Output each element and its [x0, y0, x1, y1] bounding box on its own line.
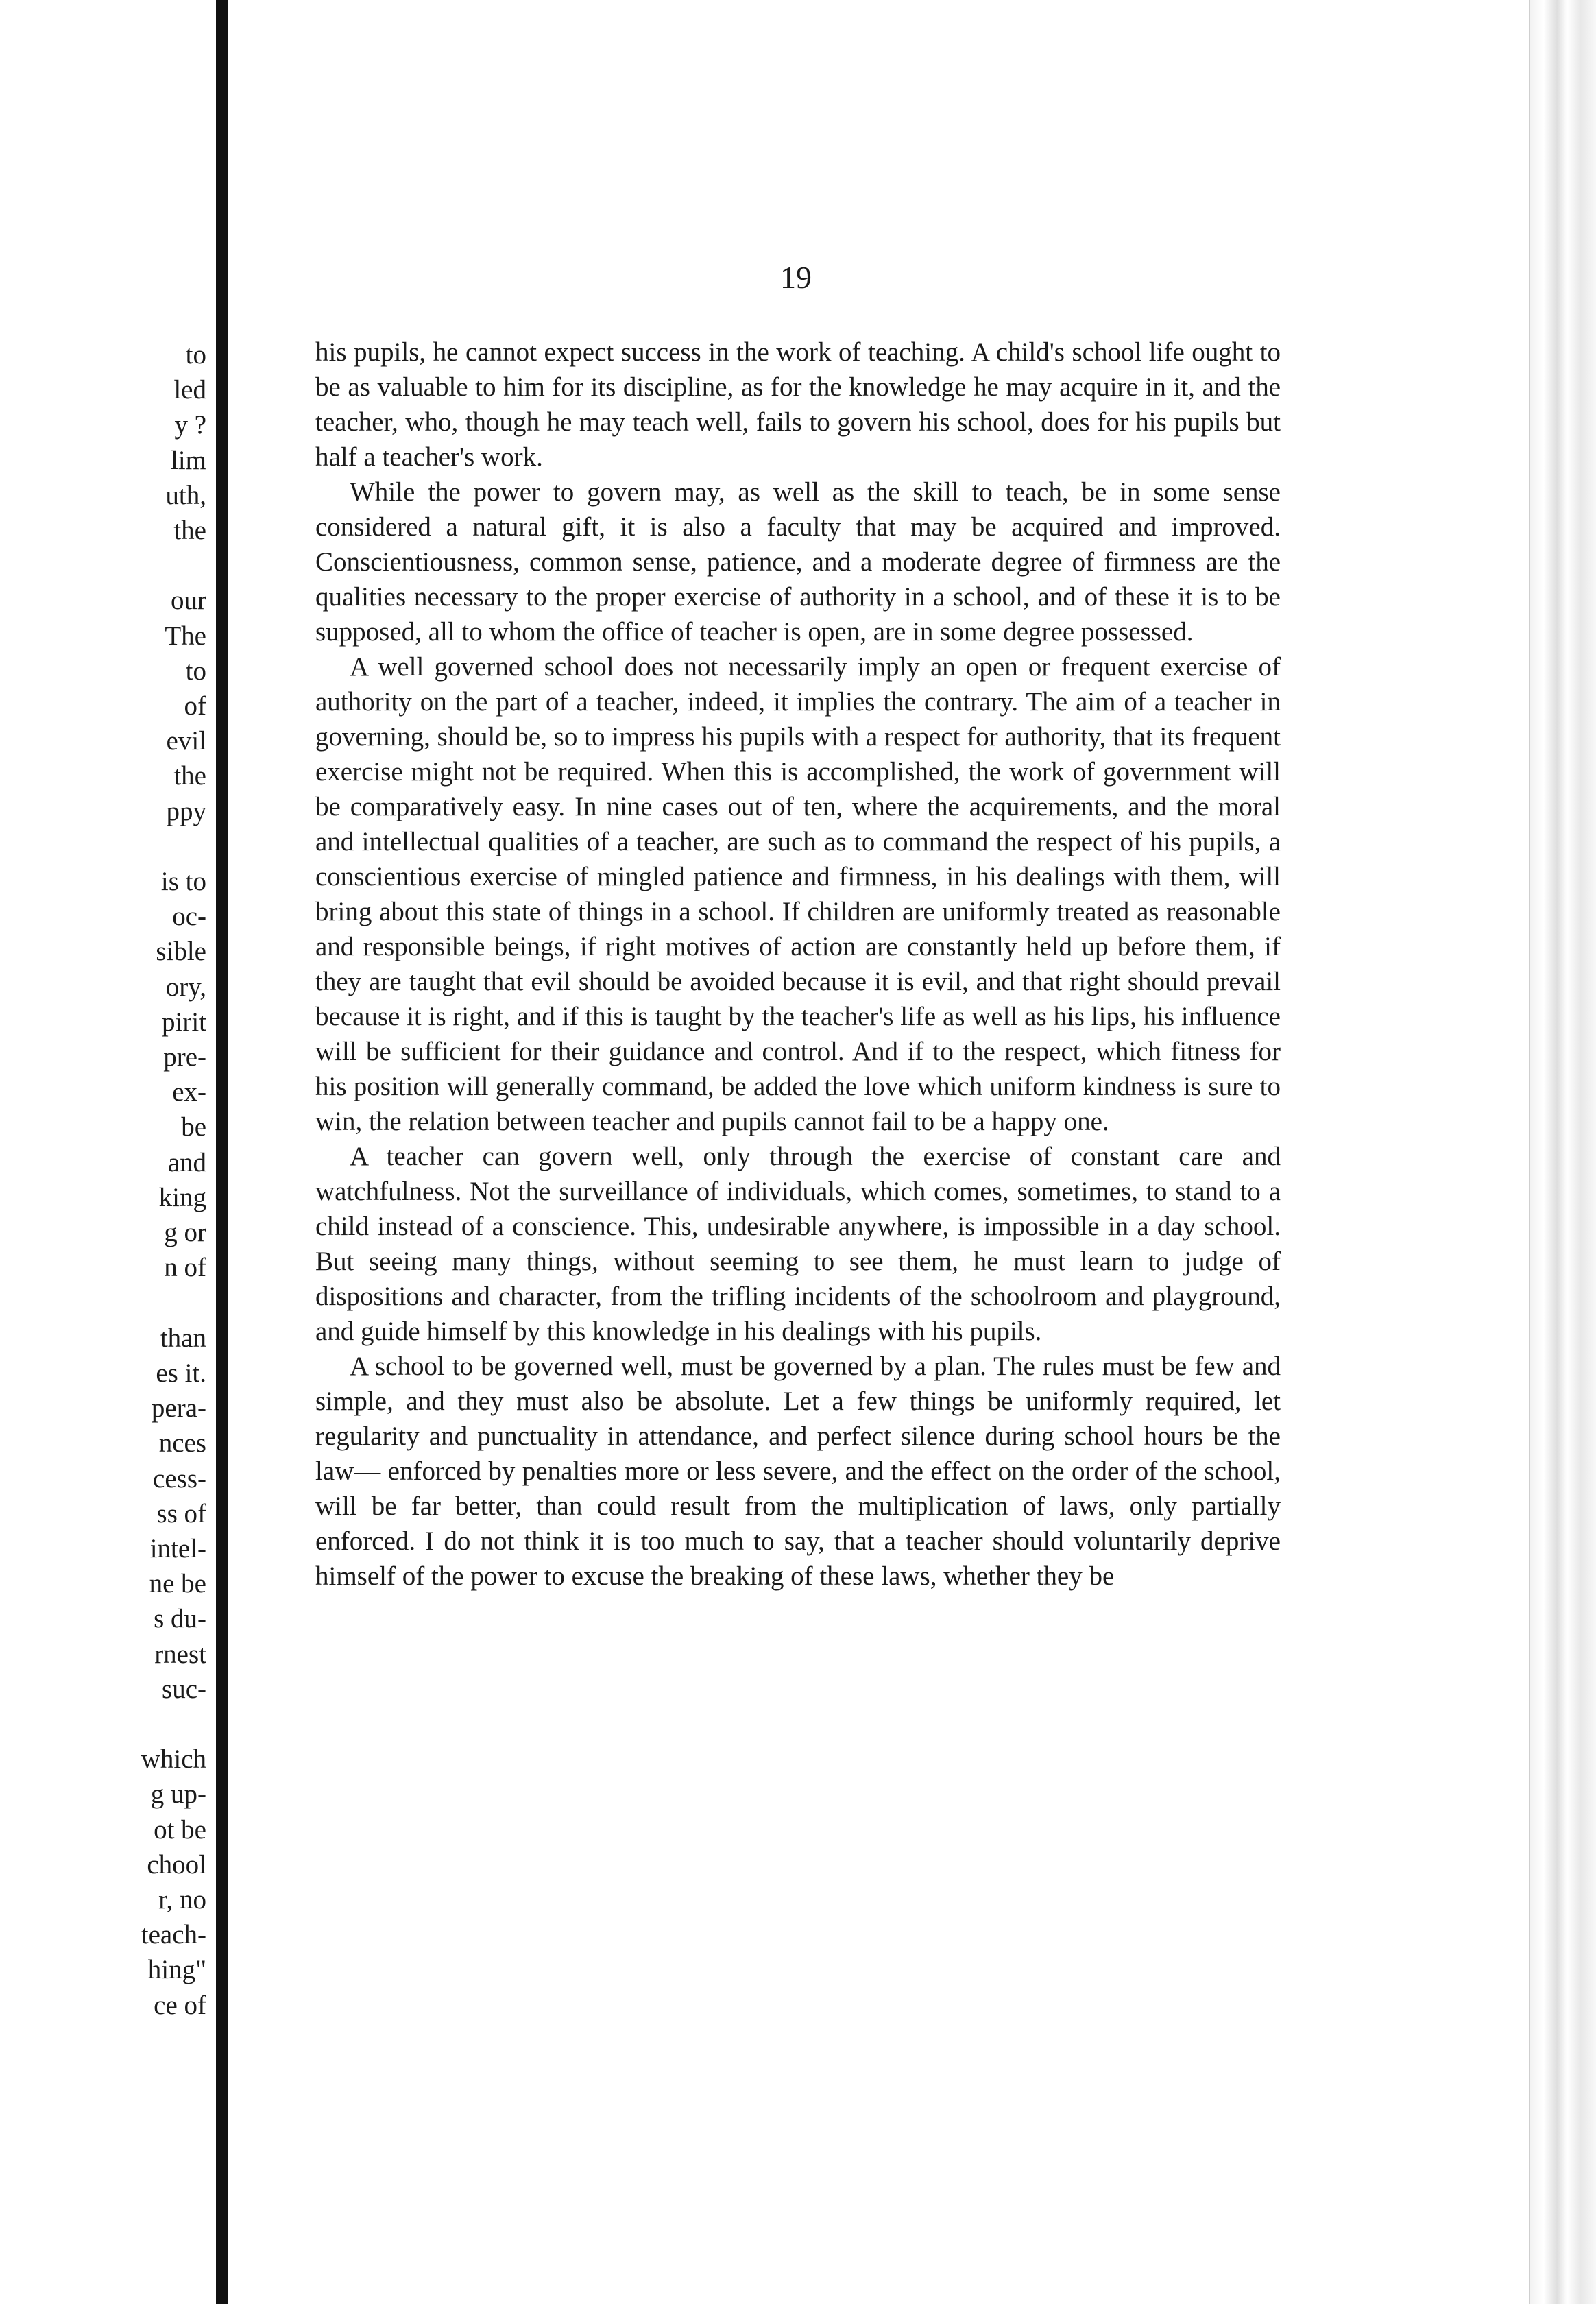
left-fragment-line: es it. [156, 1358, 206, 1388]
left-fragment-line: y ? [174, 410, 206, 440]
left-fragment-line: of [184, 691, 206, 721]
left-fragment-line: teach- [141, 1920, 206, 1950]
left-fragment-line: which [141, 1744, 206, 1775]
left-fragment-line: uth, [165, 480, 206, 510]
left-fragment-line: nces [158, 1428, 206, 1459]
left-fragment-line: suc- [162, 1674, 206, 1704]
left-fragment-line: r, no [158, 1884, 206, 1915]
left-fragment-line: pre- [163, 1042, 206, 1072]
body-text [315, 335, 1281, 1594]
left-fragment-line [141, 829, 206, 864]
page-number: 19 [780, 260, 812, 295]
left-fragment-line: ot be [154, 1814, 206, 1845]
left-fragment-line: rnest [154, 1639, 206, 1669]
left-fragment-line: ppy [166, 796, 206, 826]
left-fragment-line: evil [166, 726, 206, 756]
left-fragment-line: pirit [162, 1007, 206, 1037]
paragraph-4: A teacher can govern well, only through the exercise of constant care and watchfulness. Not the surveillance of individuals, which comes, sometimes, to stand to a child instead of a conscience. This, undesirable anywhere, is impossible in a day school. But seeing many things, without seeming to see them, he must learn to judge of dispositions and character, from the trifling incidents of the schoolroom and playground, and guide himself by this knowledge in his dealings with his pupils. [315, 1142, 1281, 1346]
left-fragment-line: our [171, 586, 206, 616]
left-fragment-line: n of [164, 1253, 206, 1283]
left-fragment-line: s du- [154, 1604, 206, 1634]
left-page [0, 0, 226, 2304]
paragraph-5: A school to be governed well, must be governed by a plan. The rules must be few and simple, and they must also be absolute. Let a few things be uniformly required, let regularity and punctuality in attendance, and perfect silence during school hours be the law— enforced by penalties more or less severe, and the effect on the order of the school, will be far better, than could result from the multiplication of laws, only partially enforced. I do not think it is too much to say, that a teacher should voluntarily deprive himself of the power to excuse the breaking of these laws, whether they be [315, 1352, 1281, 1591]
left-fragment-line: led [173, 375, 206, 405]
left-fragment-line: ss of [156, 1498, 206, 1528]
paragraph-3: A well governed school does not necessarily imply an open or frequent exercise of authority on the part of a teacher, indeed, it implies the contrary. The aim of a teacher in governing, should be, so to impress his pupils with a respect for authority, that its frequent exercise might not be required. When this is accomplished, the work of government will be comparatively easy. In nine cases out of ten, where the acquirements, and the moral and intellectual qualities of a teacher, are such as to command the respect of his pupils, a conscientious exercise of mingled patience and firmness, in his dealings with them, will bring about this state of things in a school. If children are uniformly treated as reasonable and responsible beings, if right motives of action are constantly held up before them, if they are taught that evil should be avoided because it is evil, and that right should prevail because it is right, and if this is taught by the teacher's life as well as his lips, his influence will be sufficient for their guidance and control. And if to the respect, which fitness for his position will generally command, be added the love which uniform kindness is sure to win, the relation between teacher and pupils cannot fail to be a happy one. [315, 652, 1281, 1136]
left-fragment-line: ne be [149, 1569, 206, 1599]
left-fragment-line [141, 1707, 206, 1742]
left-fragment-line: pera- [151, 1393, 206, 1424]
left-fragment-line: the [173, 761, 206, 791]
left-page-text-fragments [141, 337, 206, 2023]
left-fragment-line: lim [170, 445, 206, 475]
left-fragment-line: g up- [150, 1779, 206, 1810]
left-fragment-line: intel- [149, 1533, 206, 1563]
left-fragment-line: The [165, 621, 206, 651]
left-fragment-line: is to [160, 867, 206, 897]
left-fragment-line: to [185, 656, 206, 686]
left-fragment-line: chool [147, 1849, 206, 1880]
left-fragment-line: the [173, 516, 206, 546]
left-fragment-line: to [185, 340, 206, 370]
left-fragment-line: oc- [172, 902, 206, 932]
left-fragment-line: sible [156, 937, 206, 967]
left-fragment-line: and [167, 1147, 206, 1177]
left-fragment-line: cess- [153, 1463, 206, 1493]
left-fragment-line: than [160, 1323, 206, 1353]
paragraph-1: his pupils, he cannot expect success in the work of teaching. A child's school life ought to be as valuable to him for its discipline, as for the knowledge he may acquire in it, and the teacher, who, though he may teach well, fails to govern his school, does for his pupils but half a teacher's work. [315, 337, 1281, 472]
left-fragment-line: ex- [172, 1077, 206, 1107]
book-gutter [216, 0, 228, 2304]
left-fragment-line [141, 1285, 206, 1320]
page-edge [1529, 0, 1596, 2304]
left-fragment-line: hing" [147, 1955, 206, 1985]
left-fragment-line: be [181, 1112, 206, 1142]
paragraph-2: While the power to govern may, as well as the skill to teach, be in some sense considered a natural gift, it is also a faculty that may be acquired and improved. Conscientiousness, common sense, patience, and a moderate degree of firmness are the qualities necessary to the proper exercise of authority in a school, and of these it is to be supposed, all to whom the office of teacher is open, are in some degree possessed. [315, 477, 1281, 647]
left-fragment-line: ce of [154, 1990, 206, 2020]
left-fragment-line: king [158, 1182, 206, 1212]
left-fragment-line [141, 548, 206, 583]
left-fragment-line: g or [164, 1218, 206, 1248]
left-fragment-line: ory, [165, 972, 206, 1002]
